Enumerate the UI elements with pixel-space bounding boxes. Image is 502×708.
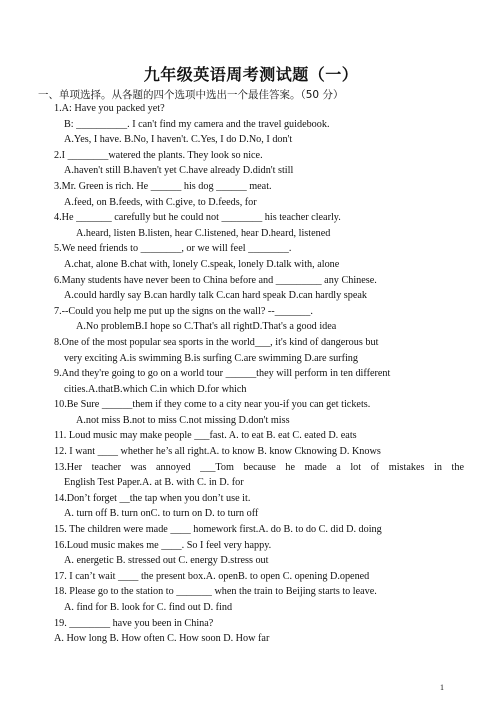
answer-options: A.No problemB.I hope so C.That's all rightD.That's a good idea [76, 321, 337, 333]
question-text: 1.A: Have you packed yet? [54, 103, 165, 114]
question-text: 9.And they're going to go on a world tour ______they will perform in ten different [54, 368, 391, 380]
question-text: 14.Don’t forget __the tap when you don’t use it. [54, 492, 251, 504]
answer-options: A.could hardly say B.can hardly talk C.can hard speak D.can hardly speak [64, 290, 367, 302]
question-text: very exciting A.is swimming B.is surfing C.are swimming D.are surfing [64, 352, 358, 364]
question-text: 16.Loud music makes me ____. So I feel very happy. [54, 539, 272, 551]
question-list [54, 101, 464, 647]
question-text: English Test Paper.A. at B. with C. in D. for [64, 477, 244, 489]
answer-options: A.not miss B.not to miss C.not missing D.don't miss [76, 414, 290, 426]
question-text: 8.One of the most popular sea sports in the world___, it's kind of dangerous but [54, 336, 379, 348]
question-text: 18. Please go to the station to _______ when the train to Beijing starts to leave. [54, 586, 377, 598]
question-text: B: __________. I can't find my camera and the travel guidebook. [64, 118, 330, 130]
question-text: 13.Her teacher was annoyed ___Tom because he made a lot of mistakes in the [54, 461, 464, 473]
question-text: 12. I want ____ whether he’s all right.A. to know B. know Cknowing D. Knows [54, 446, 381, 458]
answer-options: A.chat, alone B.chat with, lonely C.speak, lonely D.talk with, alone [64, 258, 340, 270]
answer-options: A. energetic B. stressed out C. energy D.stress out [64, 555, 269, 567]
question-text: 6.Many students have never been to China before and _________ any Chinese. [54, 274, 377, 286]
question-text: 10.Be Sure ______them if they come to a city near you-if you can get tickets. [54, 399, 371, 411]
question-text: 17. I can’t wait ____ the present box.A. openB. to open C. opening D.opened [54, 570, 370, 582]
question-text: cities.A.thatB.which C.in which D.for which [64, 383, 247, 395]
answer-options: A. How long B. How often C. How soon D. How far [54, 633, 270, 645]
question-text: 4.He _______ carefully but he could not ________ his teacher clearly. [54, 212, 341, 224]
question-text: 2.I ________watered the plants. They look so nice. [54, 149, 263, 161]
answer-options: A.Yes, I have. B.No, I haven't. C.Yes, I do D.No, I don't [64, 134, 293, 146]
answer-options: A.heard, listen B.listen, hear C.listened, hear D.heard, listened [76, 227, 331, 239]
question-text: 15. The children were made ____ homework first.A. do B. to do C. did D. doing [54, 524, 382, 536]
answer-options: A. turn off B. turn onC. to turn on D. to turn off [64, 508, 259, 520]
page-title: 九年级英语周考测试题（一） [143, 65, 359, 84]
question-text: 19. ________ have you been in China? [54, 617, 214, 629]
answer-options: A. find for B. look for C. find out D. find [64, 602, 233, 613]
answer-options: A.feed, on B.feeds, with C.give, to D.feeds, for [64, 196, 257, 208]
question-text: 5.We need friends to ________, or we will feel ________. [54, 243, 292, 255]
section-heading: 一、单项选择。从各题的四个选项中选出一个最佳答案。（50 分） [38, 89, 344, 101]
question-text: 11. Loud music may make people ___fast. A. to eat B. eat C. eated D. eats [54, 430, 357, 442]
question-text: 7.--Could you help me put up the signs on the wall? --_______. [54, 305, 313, 317]
page-number: 1 [440, 683, 444, 692]
question-text: 3.Mr. Green is rich. He ______ his dog ______ meat. [54, 180, 272, 192]
answer-options: A.haven't still B.haven't yet C.have already D.didn't still [64, 165, 294, 177]
